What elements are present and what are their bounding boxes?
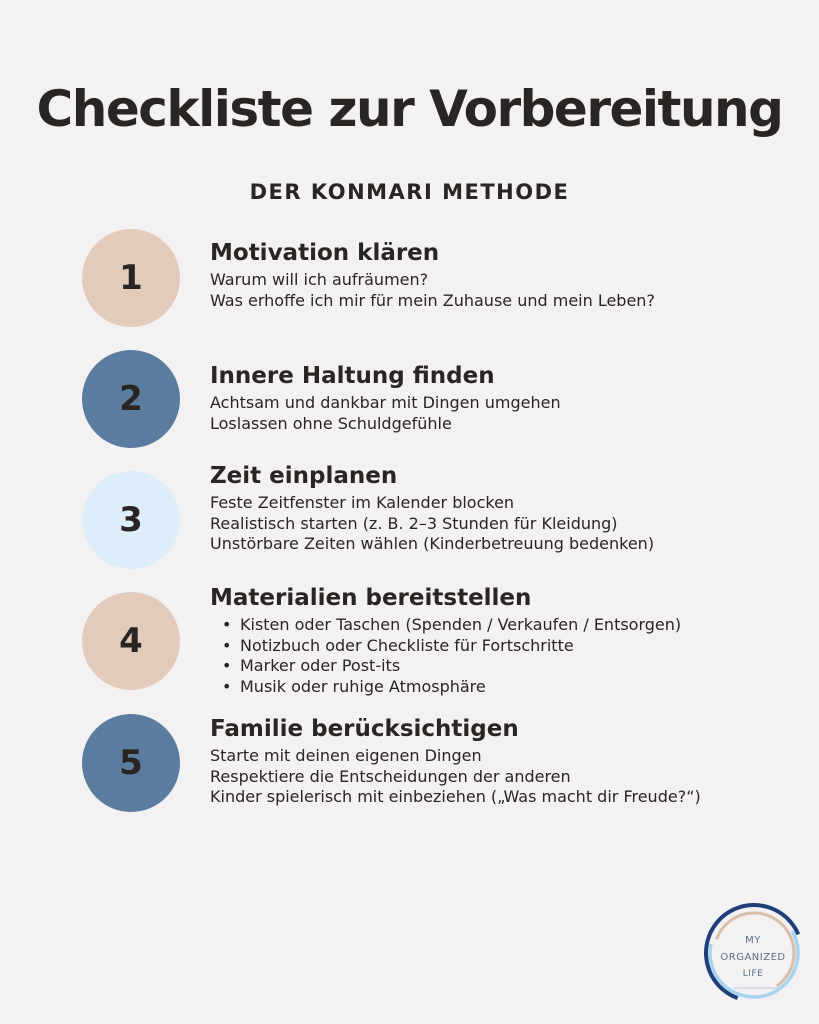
- description-line: Realistisch starten (z. B. 2–3 Stunden für Kleidung): [210, 513, 618, 533]
- bullet-item: • Marker oder Post-its: [222, 656, 681, 677]
- step-number-badge: [82, 592, 180, 690]
- step-heading: Zeit einplanen: [210, 463, 398, 489]
- description-line: Achtsam und dankbar mit Dingen umgehen: [210, 393, 561, 412]
- step-heading: Materialien bereitstellen: [210, 585, 532, 611]
- step-number: 4: [119, 621, 143, 661]
- step-number: 1: [119, 258, 143, 298]
- bullet-item: • Notizbuch oder Checkliste für Fortschritte: [222, 636, 681, 657]
- description-line: Warum will ich aufräumen?: [210, 270, 429, 289]
- logo-text-life: LIFE: [742, 969, 764, 979]
- step-heading: Familie berücksichtigen: [210, 716, 519, 742]
- step-number-badge: [82, 229, 180, 327]
- page-title: Checkliste zur Vorbereitung: [36, 80, 783, 138]
- description-line: Respektiere die Entscheidungen der anderen: [210, 766, 571, 786]
- description-line: Unstörbare Zeiten wählen (Kinderbetreuung bedenken): [210, 534, 655, 553]
- step-heading: Innere Haltung finden: [210, 363, 495, 389]
- step-number: 5: [119, 743, 143, 783]
- step-number-badge: [82, 350, 180, 448]
- step-number: 3: [119, 500, 143, 540]
- bullet-item: • Musik oder ruhige Atmosphäre: [222, 677, 681, 698]
- step-description: [210, 493, 654, 555]
- step-number: 2: [119, 379, 143, 419]
- step-number-badge: [82, 471, 180, 569]
- logo-text-organized: ORGANIZED: [720, 952, 786, 963]
- step-description: [210, 270, 655, 311]
- step-description: [210, 393, 561, 434]
- bullet-item: • Kisten oder Taschen (Spenden / Verkaufen / Entsorgen): [222, 615, 681, 636]
- page-subtitle: DER KONMARI METHODE: [249, 180, 570, 204]
- logo-text-my: MY: [745, 935, 761, 946]
- description-line: Feste Zeitfenster im Kalender blocken: [210, 493, 515, 512]
- description-line: Starte mit deinen eigenen Dingen: [210, 746, 482, 765]
- step-description: [210, 746, 701, 808]
- step-bullet-list: [222, 615, 681, 697]
- step-number-badge: [82, 714, 180, 812]
- description-line: Was erhoffe ich mir für mein Zuhause und mein Leben?: [210, 290, 655, 310]
- description-line: Loslassen ohne Schuldgefühle: [210, 413, 452, 433]
- step-heading: Motivation klären: [210, 240, 440, 266]
- description-line: Kinder spielerisch mit einbeziehen („Was macht dir Freude?“): [210, 787, 701, 806]
